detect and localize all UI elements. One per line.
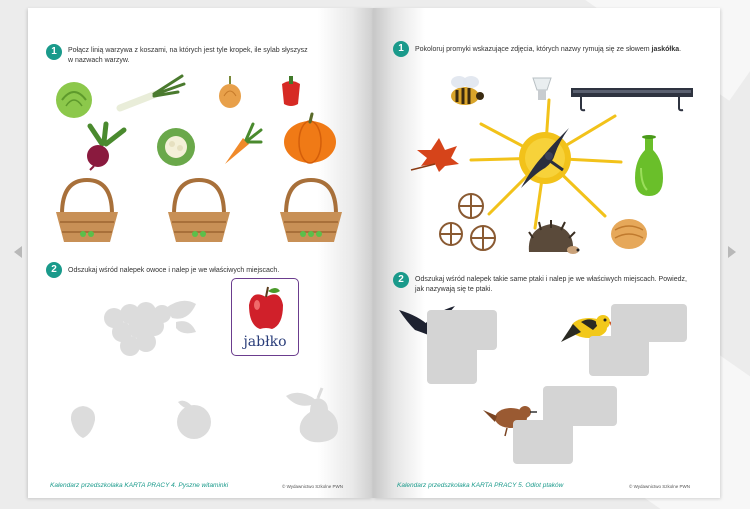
- basket-two-dots[interactable]: [164, 178, 234, 246]
- grapes-silhouette[interactable]: [92, 288, 200, 364]
- sticker-placeholder[interactable]: [513, 420, 573, 464]
- onion-image[interactable]: [216, 74, 244, 110]
- cabbage-image[interactable]: [54, 80, 94, 120]
- sticker-placeholder[interactable]: [589, 336, 649, 376]
- sticker-word: jabłko: [243, 334, 287, 350]
- cauliflower-image[interactable]: [156, 126, 196, 168]
- task-number-badge: 1: [46, 44, 62, 60]
- instruction-text: Pokoloruj promyki wskazujące zdjęcia, których nazwy rymują się ze słowem: [415, 46, 652, 53]
- pepper-image[interactable]: [276, 74, 306, 108]
- swallow-image[interactable]: [519, 126, 575, 192]
- apple-sticker-card[interactable]: [231, 278, 299, 356]
- right-page: [373, 8, 720, 498]
- page-footer: Kalendarz przedszkolaka KARTA PRACY 4. Pyszne witaminki: [50, 482, 229, 489]
- strawberry-silhouette[interactable]: [68, 400, 98, 438]
- maple-leaf-image[interactable]: [409, 136, 461, 174]
- pear-silhouette[interactable]: [282, 384, 346, 444]
- instruction-line: Odszukaj wśród nalepek takie same ptaki i nalep je we właściwych miejscach. Powiedz,: [415, 276, 687, 283]
- bread-roll-image[interactable]: [609, 216, 649, 252]
- task-instruction: Odszukaj wśród nalepek owoce i nalep je we właściwych miejscach.: [68, 267, 280, 274]
- vase-image[interactable]: [633, 134, 665, 200]
- page-footer: Kalendarz przedszkolaka KARTA PRACY 5. Odlot ptaków: [397, 482, 564, 489]
- sticker-placeholder[interactable]: [427, 342, 477, 384]
- shelf-image[interactable]: [569, 84, 695, 114]
- instruction-line: Połącz linią warzywa z koszami, na których jest tyle kropek, ile sylab słyszysz: [68, 47, 308, 54]
- instruction-line: jak nazywają się te ptaki.: [415, 286, 493, 293]
- pumpkin-image[interactable]: [282, 112, 338, 164]
- previous-page-arrow-icon[interactable]: [14, 246, 22, 258]
- task-number-badge: 2: [46, 262, 62, 278]
- beetroot-image[interactable]: [80, 124, 130, 170]
- basket-two-dots[interactable]: [52, 178, 122, 246]
- instruction-text: .: [679, 46, 682, 53]
- keyword: jaskółka: [651, 46, 680, 53]
- copyright-note: © Wydawnictwo Szkolne PWN: [282, 484, 344, 489]
- bee-image[interactable]: [443, 74, 487, 110]
- leek-image[interactable]: [116, 72, 186, 114]
- carrot-image[interactable]: [221, 120, 263, 166]
- apple-image: [246, 285, 286, 331]
- hedgehog-image[interactable]: [523, 218, 579, 258]
- light-bulb-image[interactable]: [529, 74, 555, 104]
- wheels-image[interactable]: [439, 192, 501, 252]
- copyright-note: © Wydawnictwo Szkolne PWN: [629, 484, 691, 489]
- task-instruction: [415, 275, 715, 295]
- left-page: [28, 8, 373, 498]
- task-number-badge: 1: [393, 41, 409, 57]
- task-number-badge: 2: [393, 272, 409, 288]
- orange-silhouette[interactable]: [170, 396, 216, 440]
- task-instruction: [415, 45, 715, 55]
- next-page-arrow-icon[interactable]: [728, 246, 736, 258]
- task-instruction: [68, 46, 358, 66]
- basket-three-dots[interactable]: [276, 178, 346, 246]
- instruction-line: w nazwach warzyw.: [68, 57, 130, 64]
